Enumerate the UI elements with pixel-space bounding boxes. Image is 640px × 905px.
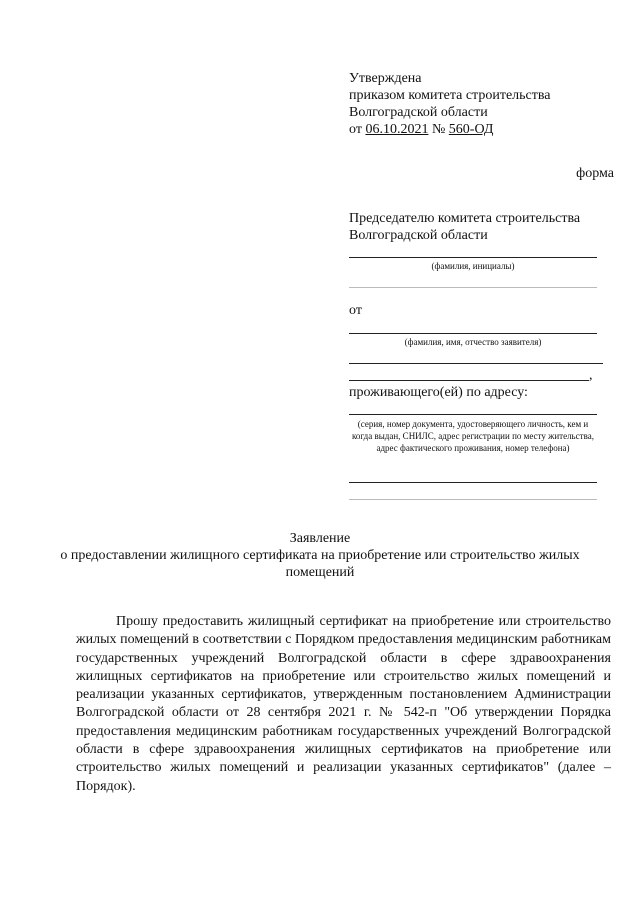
addressee-block (349, 210, 619, 244)
from-label: от (349, 303, 362, 318)
approval-date-line (349, 121, 619, 138)
hint-document: (серия, номер документа, удостоверяющего личность, кем и когда выдан, СНИЛС, адрес регистрации по месту жительства, адрес фактического проживания, номер телефона) (352, 419, 594, 453)
hint-applicant: (фамилия, имя, отчество заявителя) (404, 337, 542, 347)
addressee-line-2: Волгоградской области (349, 228, 488, 243)
approval-number: 560-ОД (448, 122, 494, 137)
applicant-extra-line-2[interactable] (349, 380, 589, 381)
title-line-1: Заявление (289, 531, 351, 546)
address-field-line[interactable] (349, 414, 597, 415)
applicant-field-line[interactable] (349, 333, 597, 334)
addressee-line-1: Председателю комитета строительства (349, 211, 581, 226)
statement-title (60, 530, 580, 581)
document-field-line-2[interactable] (349, 499, 597, 500)
applicant-extra-line[interactable] (349, 363, 603, 364)
name-field-line[interactable] (349, 257, 597, 258)
approval-block (349, 70, 619, 138)
approval-number-sign: № (428, 122, 449, 137)
approval-date: 06.10.2021 (365, 122, 429, 137)
approval-line-3: Волгоградской области (349, 105, 488, 120)
approval-line-1: Утверждена (349, 71, 422, 86)
document-field-line[interactable] (349, 482, 597, 483)
approval-date-prefix: от (349, 122, 366, 137)
approval-line-2: приказом комитета строительства (349, 88, 551, 103)
form-label: форма (576, 166, 614, 181)
comma-mark: , (589, 368, 593, 383)
hint-name: (фамилия, инициалы) (431, 261, 515, 271)
request-paragraph: Прошу предоставить жилищный сертификат на приобретение или строительство жилых помещений в соответствии с Порядком предоставления медицинским работникам государственных учреждений Волгоградской области в сфере здравоохранения жилищных сертификатов на приобретение или строительство жилых помещений и реализации указанных сертификатов, утвержденным постановлением Администрации Волгоградской области от 28 сентября 2021 г. № 542-п "Об утверждении Порядка предоставления медицинским работникам государственных учреждений Волгоградской области в сфере здравоохранения жилищных сертификатов на приобретение или строительство жилых помещений и реализации указанных сертификатов" (далее – Порядок). (76, 614, 611, 794)
address-label: проживающего(ей) по адресу: (349, 385, 528, 400)
divider-line (349, 287, 597, 288)
title-line-2: о предоставлении жилищного сертификата на приобретение или строительство жилых помещений (60, 548, 580, 580)
